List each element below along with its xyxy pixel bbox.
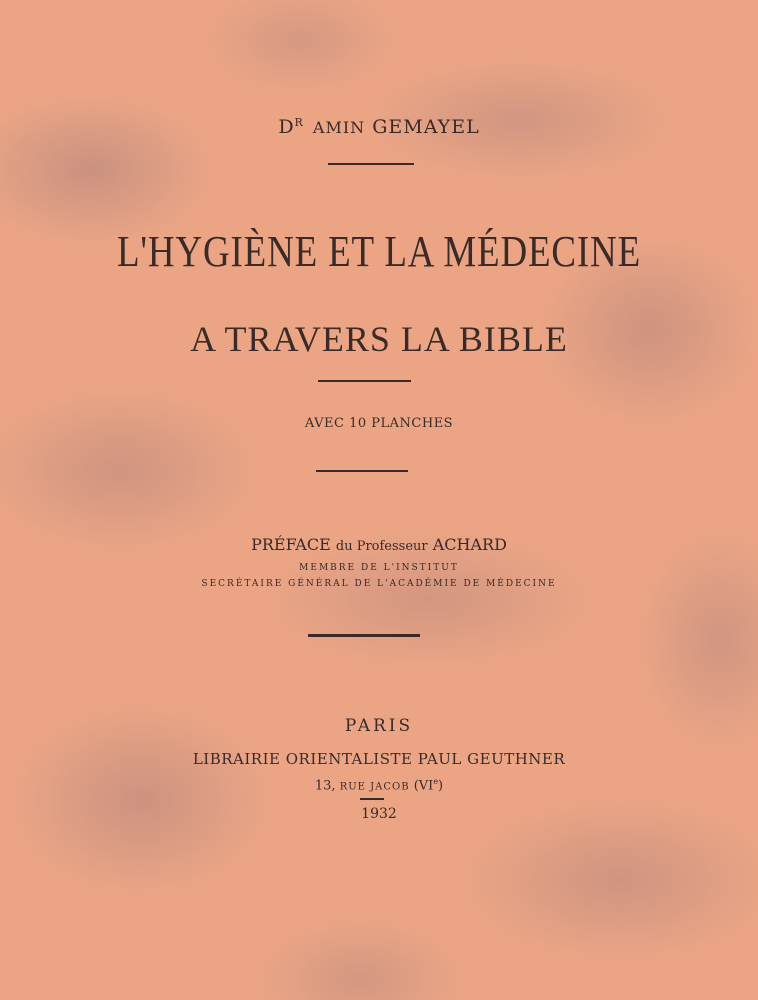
author-prefix-superscript: R bbox=[294, 116, 304, 129]
divider-rule bbox=[316, 470, 408, 472]
divider-rule bbox=[328, 163, 414, 165]
imprint-publisher: LIBRAIRIE ORIENTALISTE PAUL GEUTHNER bbox=[192, 750, 566, 768]
divider-rule bbox=[308, 634, 420, 637]
title-line-1: L'HYGIÈNE ET LA MÉDECINE bbox=[116, 227, 642, 276]
plates-note: AVEC 10 PLANCHES bbox=[304, 416, 454, 431]
preface-role-member: MEMBRE DE L'INSTITUT bbox=[299, 563, 459, 573]
address-street: RUE JACOB bbox=[339, 781, 410, 793]
address-district-superscript: e bbox=[433, 777, 439, 786]
title-line-2: A TRAVERS LA BIBLE bbox=[190, 319, 568, 359]
imprint-address: 13, RUE JACOB (VIe) bbox=[314, 777, 444, 794]
preface-author: ACHARD bbox=[432, 535, 507, 554]
preface-word: PRÉFACE bbox=[251, 535, 331, 554]
author-name bbox=[0, 116, 758, 138]
imprint-city: PARIS bbox=[344, 716, 414, 736]
preface-connector: du Professeur bbox=[335, 539, 428, 554]
publication-year: 1932 bbox=[361, 806, 397, 822]
author-first-name: AMIN bbox=[312, 118, 366, 137]
author-last-name: GEMAYEL bbox=[372, 116, 480, 138]
short-divider-rule bbox=[360, 798, 384, 800]
address-district: VI bbox=[418, 778, 434, 794]
preface-credit bbox=[0, 535, 758, 554]
author-prefix: D bbox=[278, 116, 295, 138]
preface-role-secretary: SECRÉTAIRE GÉNÉRAL DE L'ACADÉMIE DE MÉDECINE bbox=[201, 579, 557, 589]
divider-rule bbox=[318, 380, 411, 382]
address-number: 13, bbox=[314, 778, 336, 794]
